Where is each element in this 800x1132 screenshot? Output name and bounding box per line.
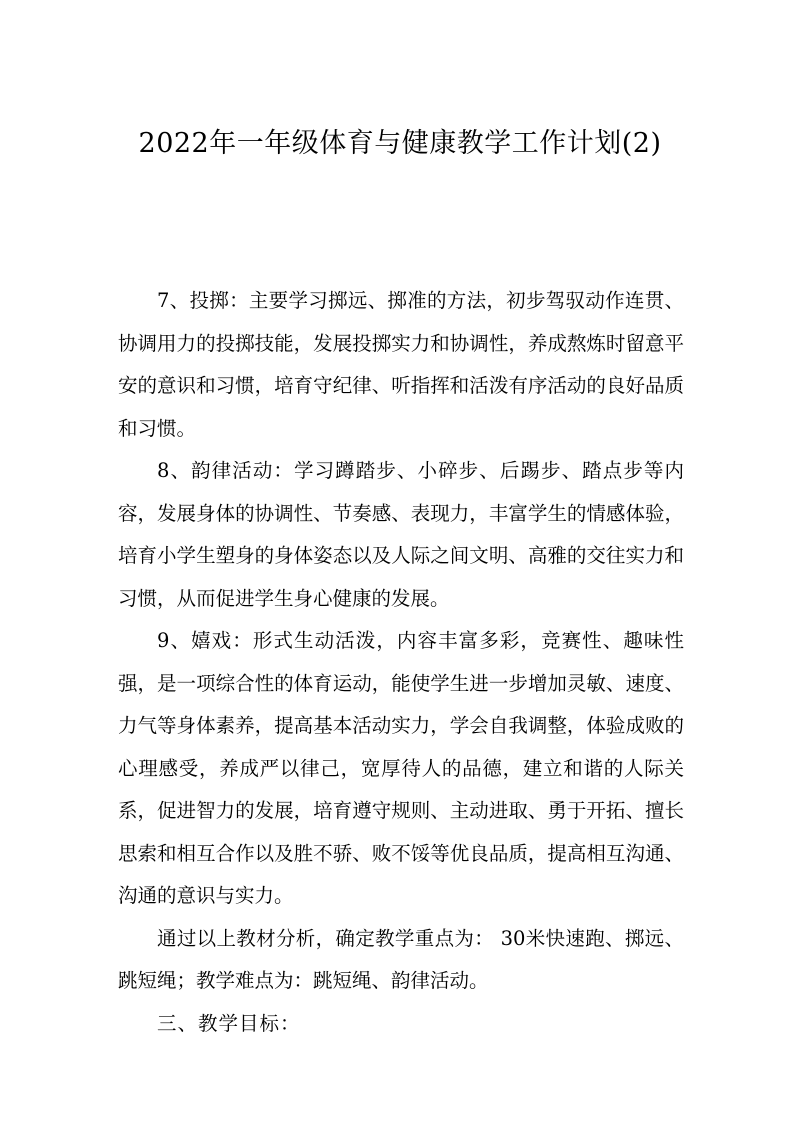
document-title: 2022年一年级体育与健康教学工作计划(2) — [138, 128, 662, 159]
paragraph-key-points: 通过以上教材分析，确定教学重点为： 30米快速跑、掷远、跳短绳；教学难点为：跳短绳、韵律活动。 — [118, 926, 684, 992]
section-heading-teaching-goals: 三、教学目标： — [157, 1011, 301, 1035]
document-body — [118, 280, 684, 1045]
paragraph-rhythm-activity: 8、韵律活动：学习蹲踏步、小碎步、后踢步、踏点步等内容，发展身体的协调性、节奏感、表现力，丰富学生的情感体验，培育小学生塑身的身体姿态以及人际之间文明、高雅的交往实力和习惯，从而促进学生身心健康的发展。 — [118, 459, 684, 610]
paragraph-games: 9、嬉戏：形式生动活泼，内容丰富多彩，竞赛性、趣味性强，是一项综合性的体育运动，能使学生进一步增加灵敏、速度、力气等身体素养，提高基本活动实力，学会自我调整，体验成败的心理感受，养成严以律己，宽厚待人的品德，建立和谐的人际关系，促进智力的发展，培育遵守规则、主动进取、勇于开拓、擅长思索和相互合作以及胜不骄、败不馁等优良品质，提高相互沟通、沟通的意识与实力。 — [118, 629, 684, 907]
paragraph-throwing: 7、投掷：主要学习掷远、掷准的方法，初步驾驭动作连贯、协调用力的投掷技能，发展投掷实力和协调性，养成熬炼时留意平安的意识和习惯，培育守纪律、听指挥和活泼有序活动的良好品质和习惯。 — [118, 289, 684, 440]
